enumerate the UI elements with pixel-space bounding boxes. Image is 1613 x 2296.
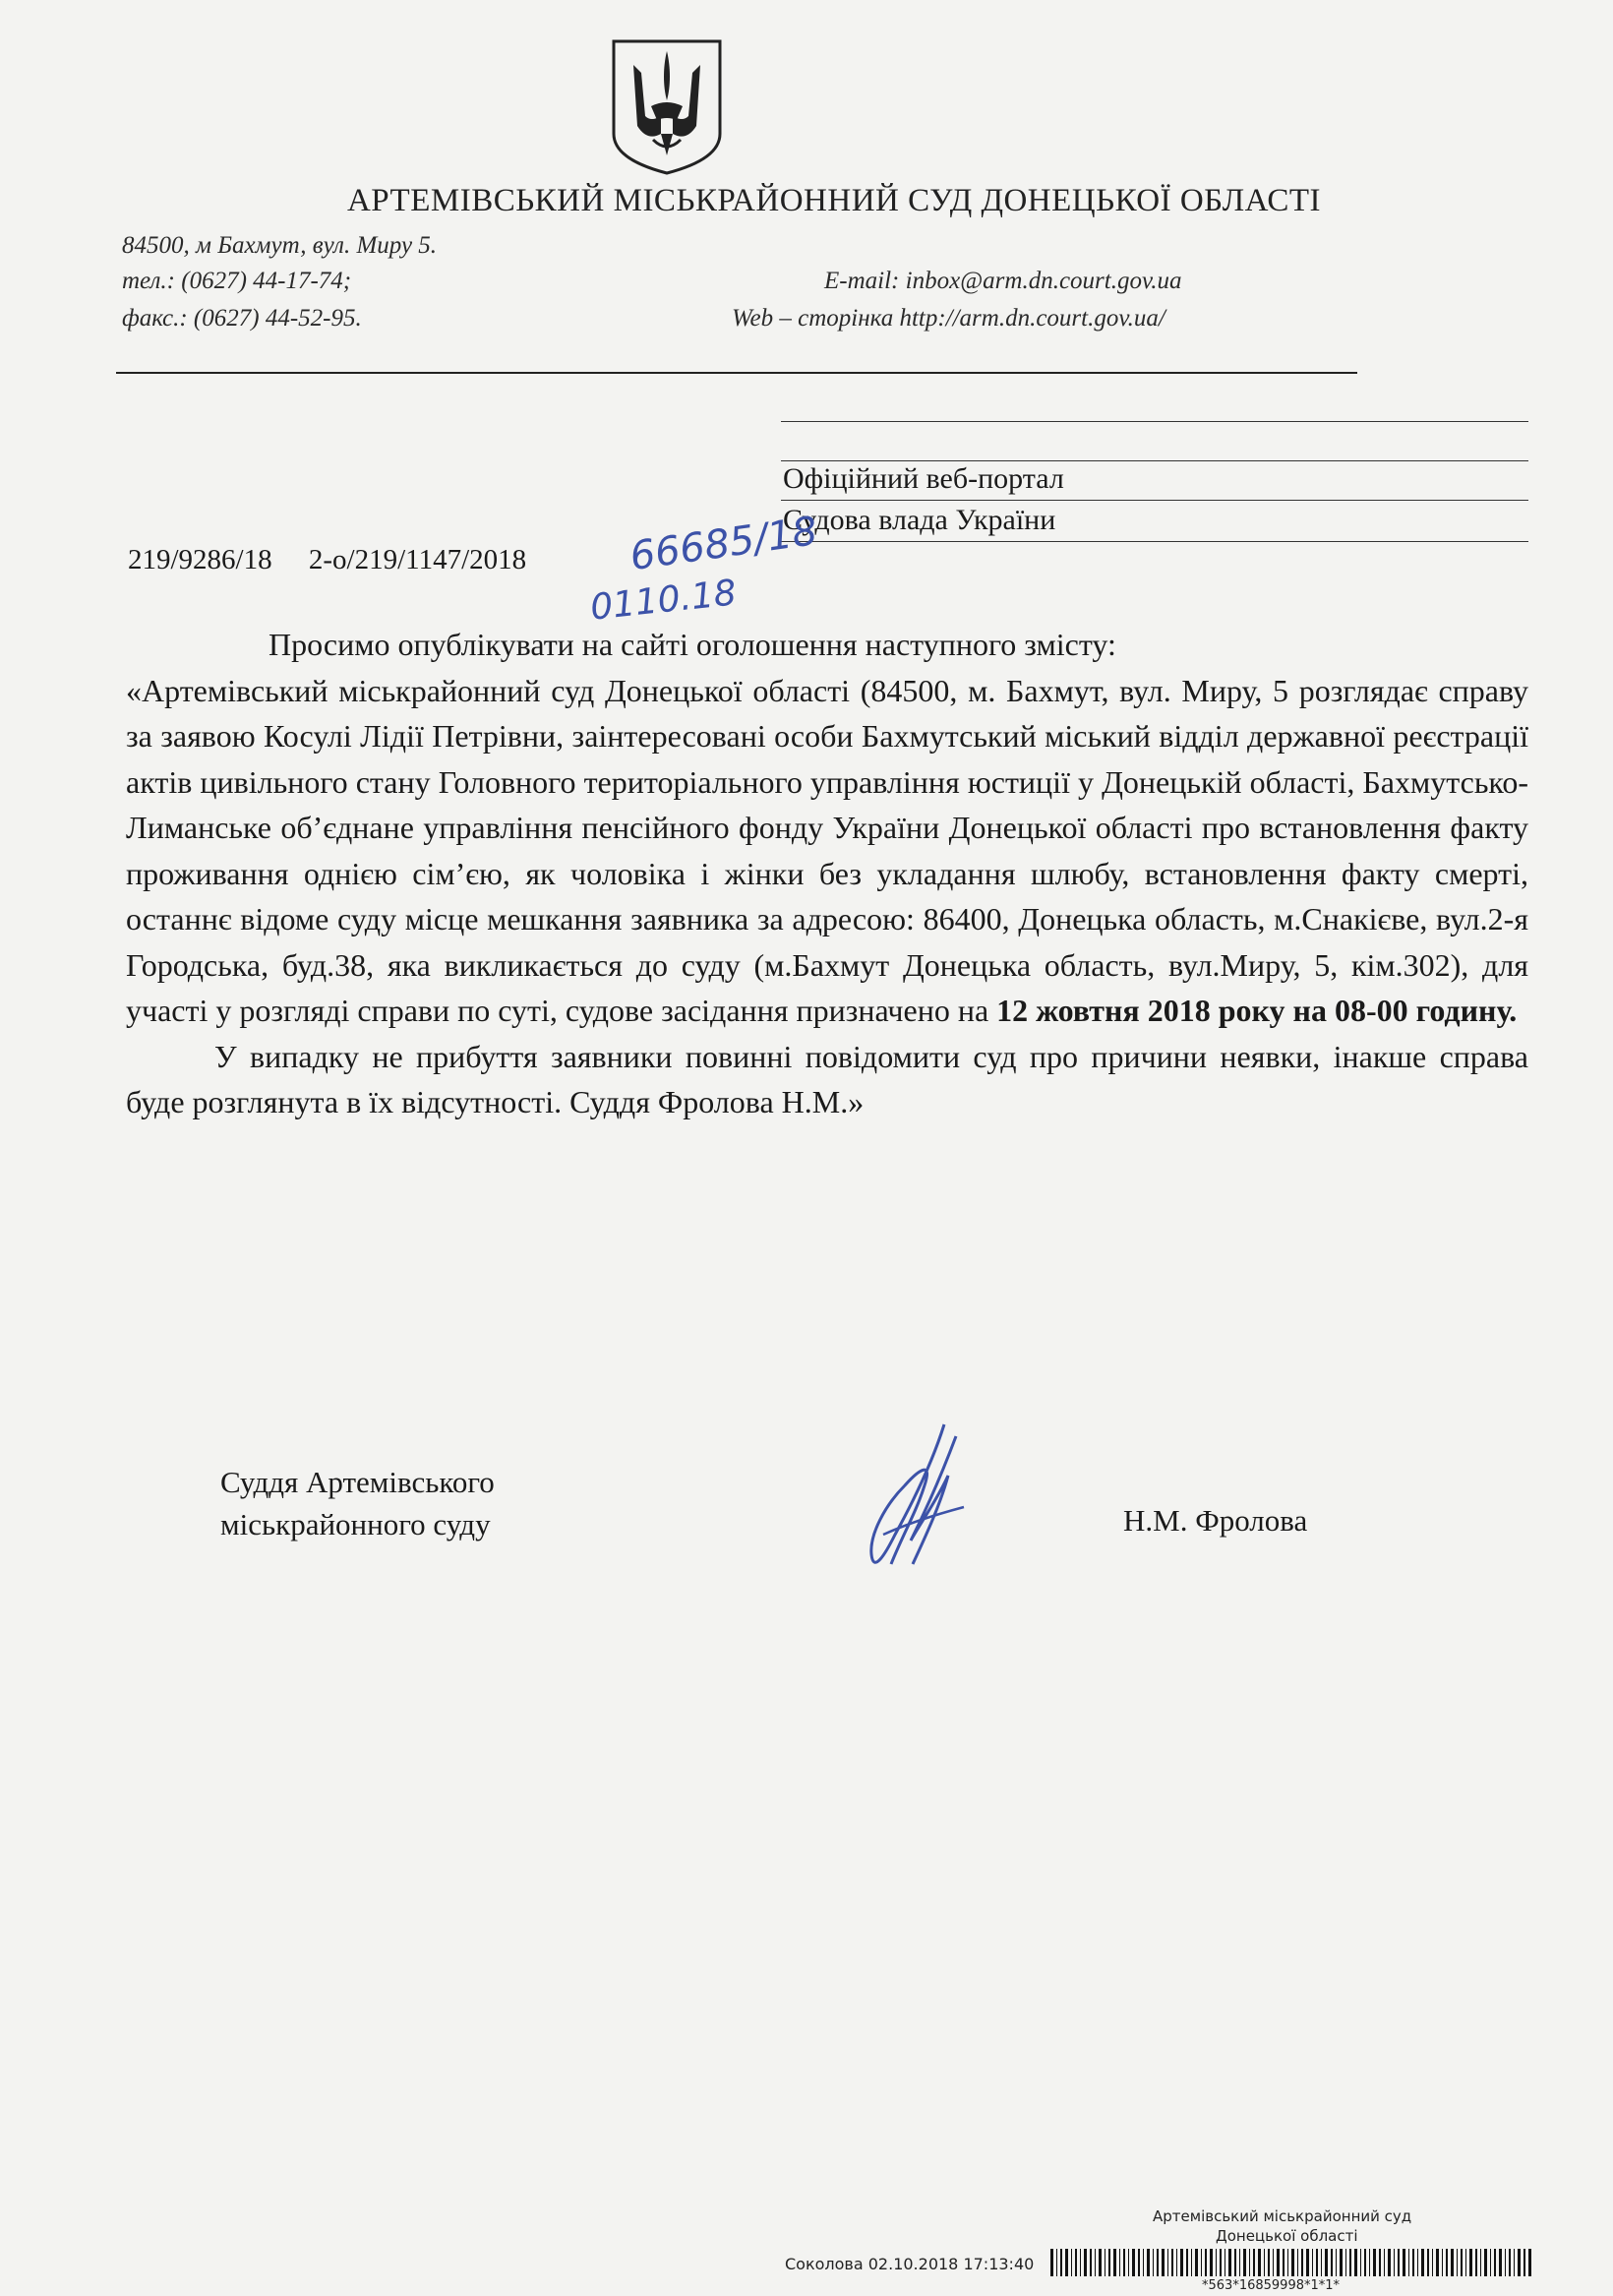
proceeding-number: 2-о/219/1147/2018 — [308, 544, 527, 575]
barcode — [1050, 2249, 1532, 2276]
recipient-judiciary: Судова влада України — [783, 504, 1056, 536]
judge-position-line2: міськрайонного суду — [220, 1507, 491, 1541]
announcement-text: «Артемівський міськрайонний суд Донецької області (84500, м. Бахмут, вул. Миру, 5 розглядає справу за заявою Косулі Лідії Петрівни, заінтересовані особи Бахмутський міський відділ державної реєстрації актів цивільного стану Головного територіального управління юстиції у Донецькій області, Бахмутсько-Лиманське об’єднане управління пенсійного фонду України Донецької області про встановлення факту проживання однією сім’єю, як чоловіка і жінки без укладання шлюбу, встановлення факту смерті, останнє відоме суду місце мешкання заявника за адресою: 86400, Донецька область, м.Снакієве, вул.2-я Городська, буд.38, яка викликається до суду (м.Бахмут Донецька область, вул.Миру, 5, кім.302), для участі у розгляді справи по суті, судове засідання призначено на — [126, 672, 1528, 1028]
announcement-body — [126, 622, 1528, 1125]
coat-of-arms-emblem — [608, 37, 726, 177]
announcement-notice: У випадку не прибуття заявники повинні повідомити суд про причини неявки, інакше справа буде розглянута в їх відсутності. Суддя Фролова Н.М.» — [126, 1038, 1528, 1119]
court-title: АРТЕМІВСЬКИЙ МІСЬКРАЙОННИЙ СУД ДОНЕЦЬКОЇ ОБЛАСТІ — [346, 183, 1322, 218]
handwritten-signature — [826, 1417, 984, 1584]
court-address: 84500, м Бахмут, вул. Миру 5. — [122, 232, 438, 259]
recipient-line — [781, 500, 1528, 501]
court-email: E-mail: inbox@arm.dn.court.gov.ua — [824, 268, 1182, 294]
stamp-court-line2: Донецької області — [1216, 2227, 1358, 2245]
recipient-line — [781, 460, 1528, 461]
recipient-line — [781, 541, 1528, 542]
hearing-date: 12 жовтня 2018 року на 08-00 годину. — [996, 993, 1518, 1028]
handwritten-date: 0110.18 — [588, 573, 739, 629]
judge-position — [220, 1461, 495, 1545]
court-website: Web – сторінка http://arm.dn.court.gov.ua/ — [732, 305, 1165, 332]
announcement-main-paragraph — [126, 668, 1528, 1034]
recipient-line — [781, 421, 1528, 422]
stamp-registrar: Соколова 02.10.2018 17:13:40 — [785, 2255, 1035, 2273]
case-numbers — [128, 544, 556, 576]
case-number: 219/9286/18 — [128, 544, 272, 575]
header-divider — [116, 372, 1357, 374]
court-phone: тел.: (0627) 44-17-74; — [122, 268, 352, 294]
barcode-text: *563*16859998*1*1* — [1202, 2278, 1341, 2293]
judge-name: Н.М. Фролова — [1123, 1503, 1308, 1538]
announcement-intro: Просимо опублікувати на сайті оголошення наступного змісту: — [269, 627, 1116, 662]
stamp-court-line1: Артемівський міськрайонний суд — [1153, 2207, 1412, 2225]
handwritten-registration-number: 66685/18 — [627, 508, 820, 580]
recipient-portal: Офіційний веб-портал — [783, 462, 1064, 495]
judge-position-line1: Суддя Артемівського — [220, 1465, 495, 1499]
court-fax: факс.: (0627) 44-52-95. — [122, 305, 362, 332]
